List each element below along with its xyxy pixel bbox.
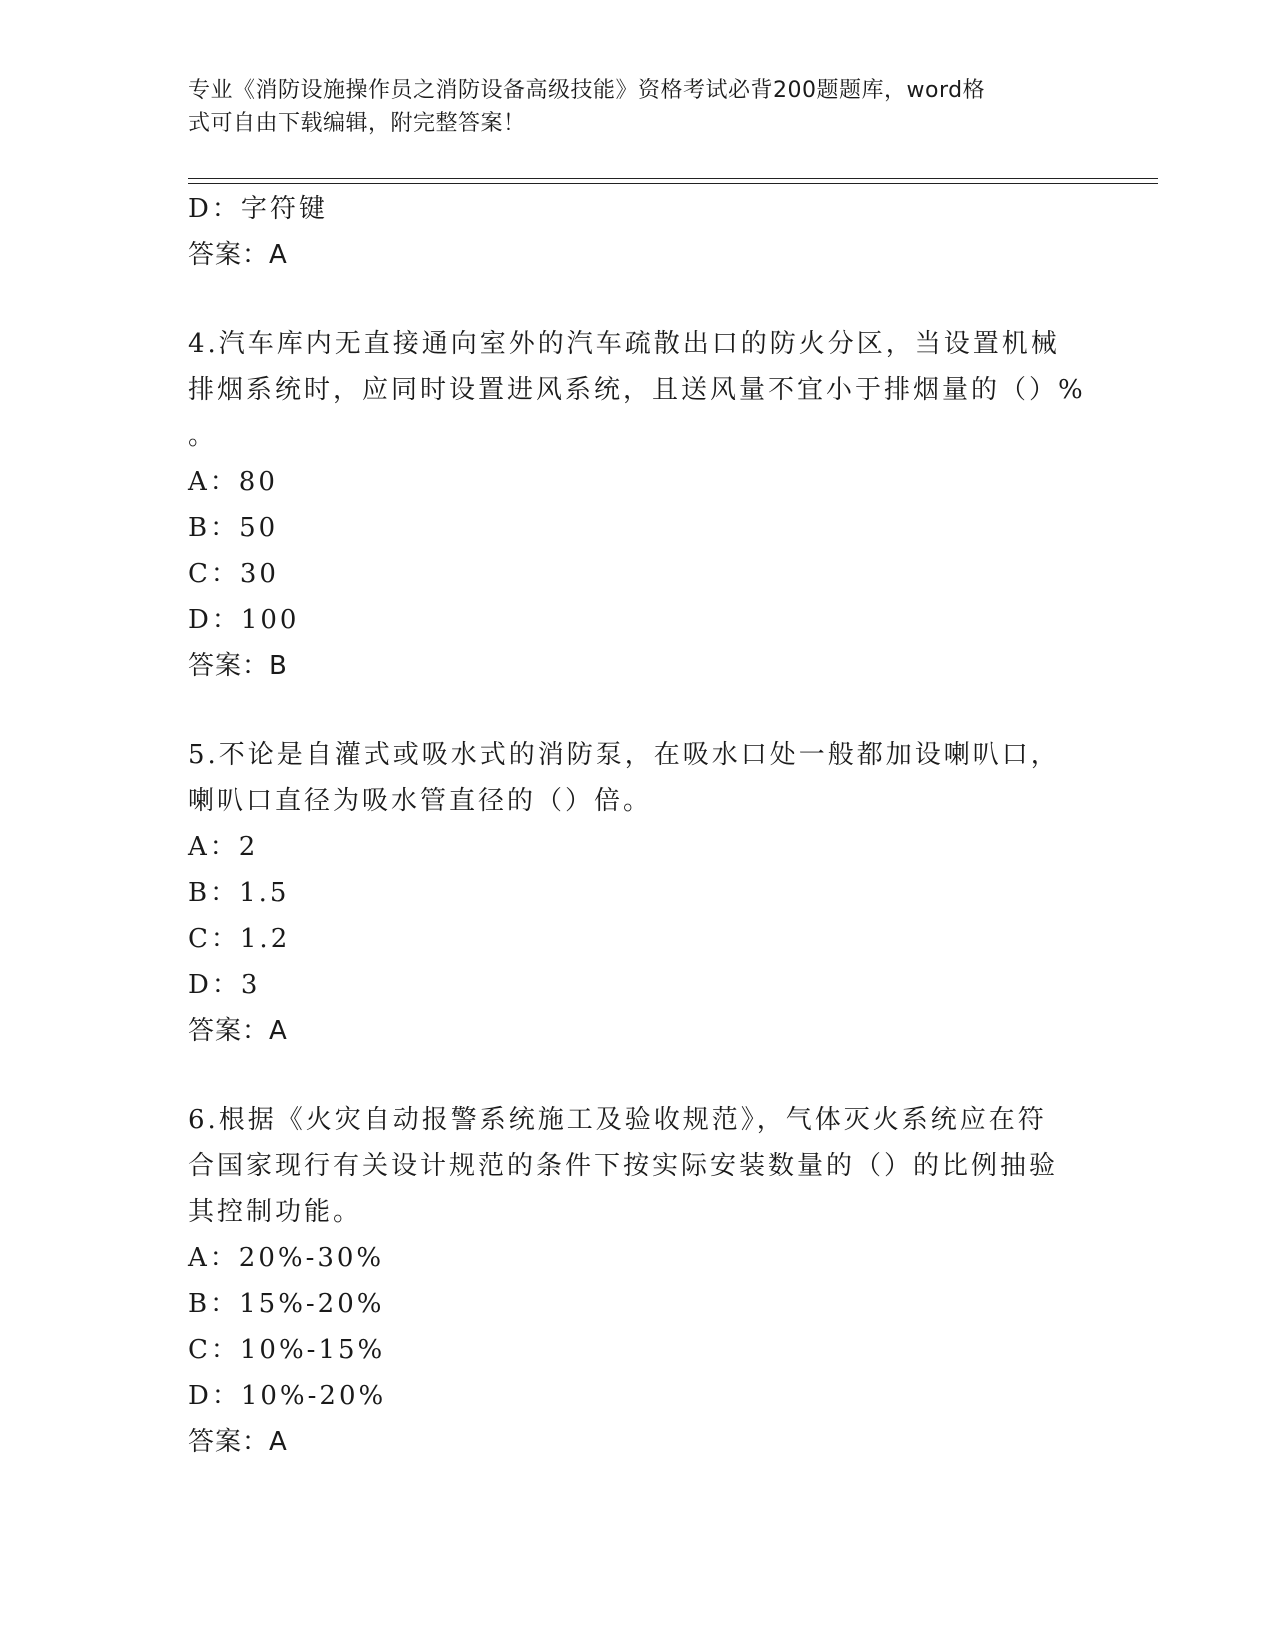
question-5-text-line-2: 喇叭口直径为吸水管直径的（）倍。: [188, 786, 653, 816]
question-4-option-a: A：80: [188, 467, 278, 497]
question-5-answer: 答案：A: [188, 1016, 288, 1046]
question-6-answer: 答案：A: [188, 1427, 288, 1457]
question-4: [188, 321, 1088, 689]
question-4-text-line-1: 4.汽车库内无直接通向室外的汽车疏散出口的防火分区，当设置机械: [188, 329, 1060, 359]
question-6-option-c: C：10%-15%: [188, 1335, 386, 1365]
page-header: [188, 74, 1068, 140]
question-5-option-b: B：1.5: [188, 878, 290, 908]
header-divider-bottom: [188, 183, 1158, 184]
question-6-text-line-3: 其控制功能。: [188, 1197, 363, 1227]
question-6-option-b: B：15%-20%: [188, 1289, 385, 1319]
question-6-option-d: D：10%-20%: [188, 1381, 387, 1411]
q3-option-d: D：字符键: [188, 194, 328, 224]
question-4-text-line-2: 排烟系统时，应同时设置进风系统，且送风量不宜小于排烟量的（）%: [188, 375, 1086, 405]
question-4-option-c: C：30: [188, 559, 279, 589]
question-5-text-line-1: 5.不论是自灌式或吸水式的消防泵，在吸水口处一般都加设喇叭口，: [188, 740, 1060, 770]
q3-answer: 答案：A: [188, 240, 288, 270]
header-line-2: 式可自由下载编辑，附完整答案！: [188, 111, 526, 136]
question-4-option-b: B：50: [188, 513, 279, 543]
question-4-answer: 答案：B: [188, 651, 288, 681]
question-4-text-line-3: 。: [188, 421, 218, 451]
question-5-option-c: C：1.2: [188, 924, 291, 954]
header-divider-top: [188, 178, 1158, 179]
question-6-option-a: A：20%-30%: [188, 1243, 385, 1273]
question-6: [188, 1097, 1088, 1465]
question-list: [188, 186, 1088, 1465]
question-5-option-d: D：3: [188, 970, 261, 1000]
question-4-option-d: D：100: [188, 605, 300, 635]
question-6-text-line-1: 6.根据《火灾自动报警系统施工及验收规范》，气体灭火系统应在符: [188, 1105, 1047, 1135]
header-line-1: 专业《消防设施操作员之消防设备高级技能》资格考试必背200题题库，word格: [188, 78, 986, 103]
question-5: [188, 732, 1088, 1054]
question-6-text-line-2: 合国家现行有关设计规范的条件下按实际安装数量的（）的比例抽验: [188, 1151, 1059, 1181]
question-5-option-a: A：2: [188, 832, 259, 862]
